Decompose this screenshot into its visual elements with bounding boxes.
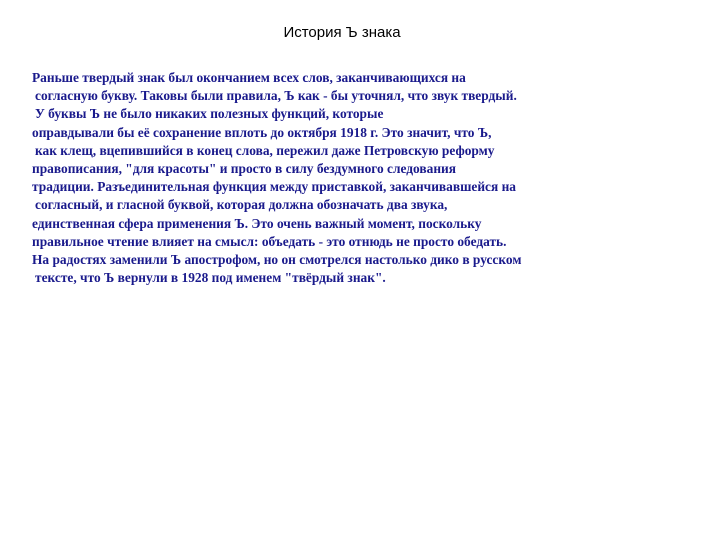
text-line: оправдывали бы её сохранение вплоть до октября 1918 г. Это значит, что Ъ, [32, 124, 492, 140]
text-line: тексте, что Ъ вернули в 1928 под именем "твёрдый знак". [35, 270, 386, 286]
text-line: как клещ, вцепившийся в конец слова, пережил даже Петровскую реформу [35, 142, 495, 158]
text-line: традиции. Разъединительная функция между приставкой, заканчивавшейся на [32, 179, 516, 195]
text-line: согласную букву. Таковы были правила, Ъ как - бы уточнял, что звук твердый. [35, 88, 517, 104]
text-line: единственная сфера применения Ъ. Это очень важный момент, поскольку [32, 215, 482, 231]
text-line: правописания, "для красоты" и просто в силу бездумного следования [32, 161, 457, 177]
text-line: согласный, и гласной буквой, которая должна обозначать два звука, [35, 197, 448, 213]
slide-title: История Ъ знака [283, 24, 401, 41]
body-text [32, 69, 682, 287]
text-line: Раньше твердый знак был окончанием всех слов, заканчивающихся на [32, 70, 466, 85]
text-line: У буквы Ъ не было никаких полезных функций, которые [35, 106, 384, 122]
text-line: На радостях заменили Ъ апострофом, но он смотрелся настолько дико в русском [32, 252, 522, 268]
text-line: правильное чтение влияет на смысл: объедать - это отнюдь не просто обедать. [32, 233, 507, 249]
